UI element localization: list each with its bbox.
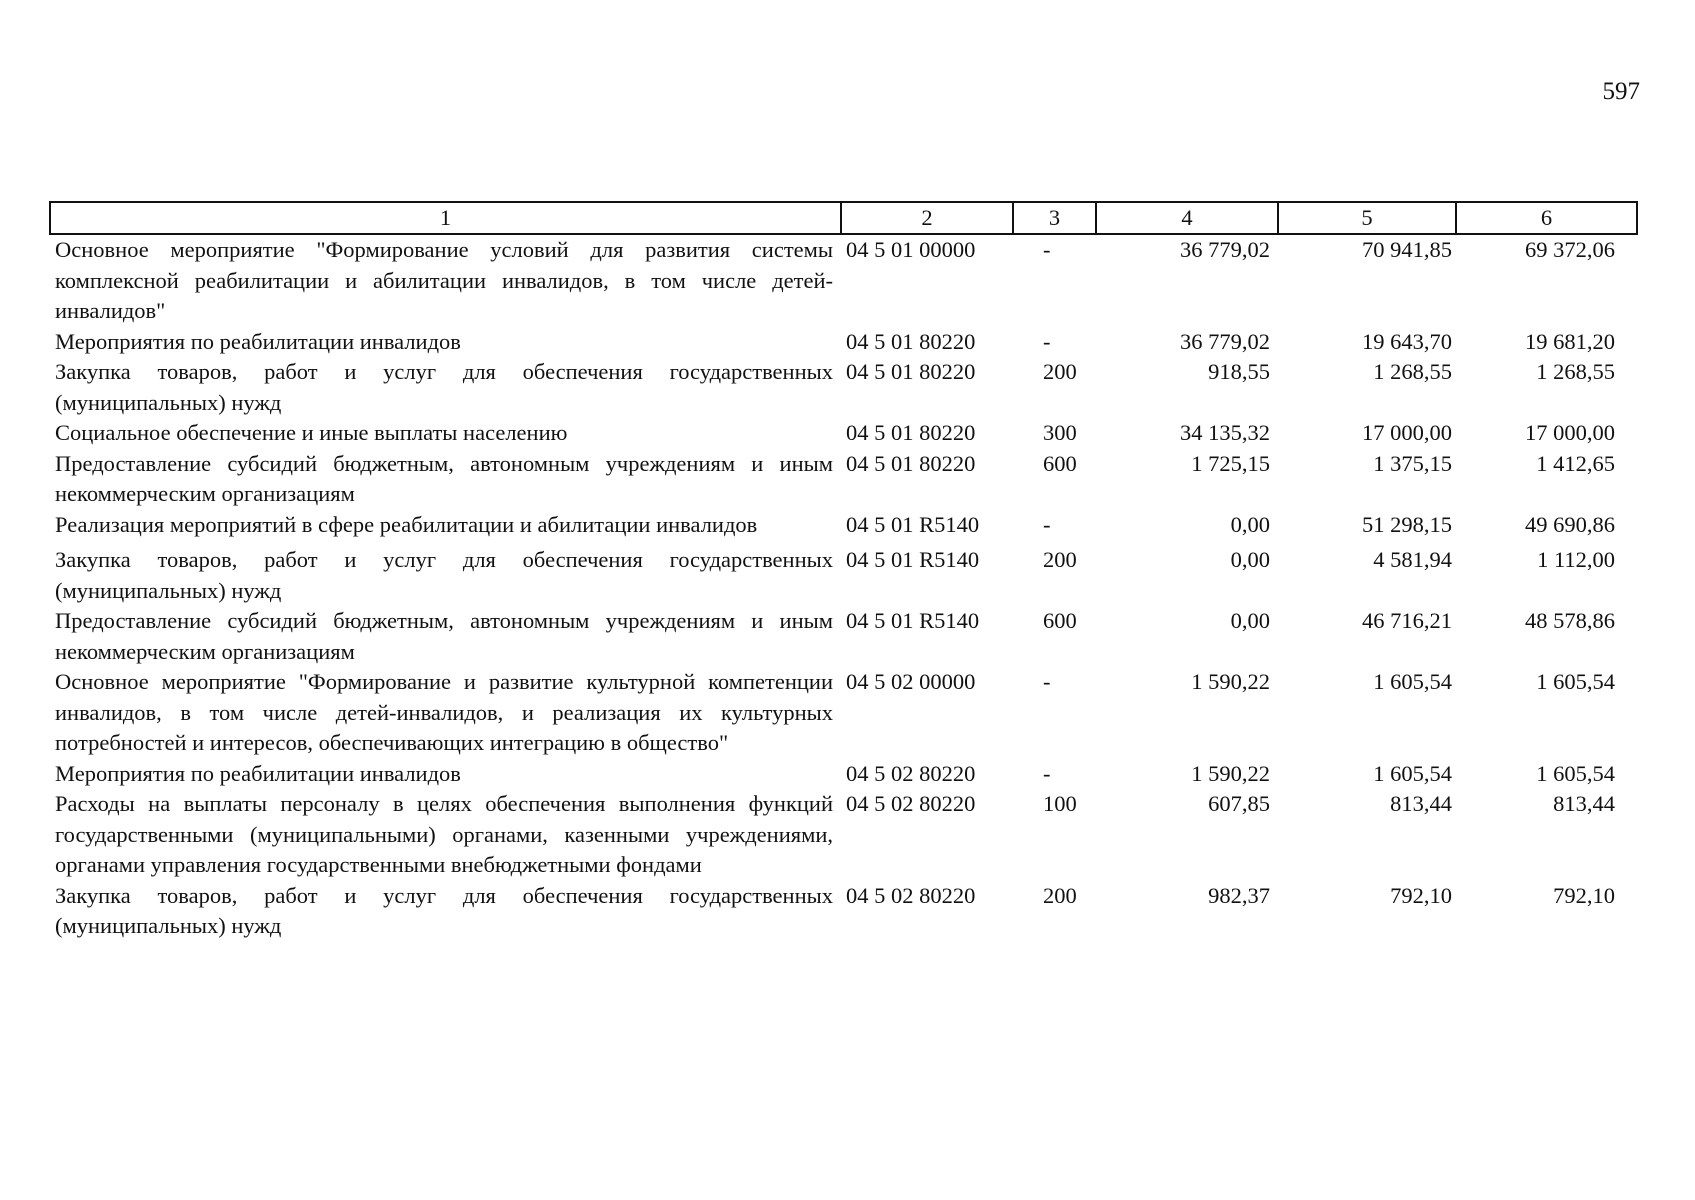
table-row (50, 449, 1637, 510)
row-value-6: 792,10 (1553, 882, 1615, 908)
page-number: 597 (1602, 78, 1640, 105)
table-row (50, 418, 1637, 449)
row-value-5: 4 581,94 (1373, 547, 1452, 572)
row-type: 200 (1043, 547, 1077, 572)
column-header-2: 2 (841, 202, 1013, 234)
row-value-5: 17 000,00 (1362, 420, 1452, 445)
row-value-4: 982,37 (1208, 882, 1270, 908)
row-code: 04 5 01 R5140 (846, 608, 980, 633)
table-row (50, 357, 1637, 418)
row-type: - (1043, 237, 1051, 262)
row-type: - (1043, 669, 1051, 694)
row-name: Предоставление субсидий бюджетным, автономным учреждениям и иным некоммерческим организациям (55, 450, 833, 506)
row-value-4: 1 590,22 (1191, 760, 1270, 786)
column-header-4: 4 (1096, 202, 1278, 234)
table-header-row (50, 202, 1637, 234)
row-code: 04 5 02 80220 (846, 760, 976, 786)
row-value-4: 36 779,02 (1180, 237, 1270, 262)
row-value-6: 1 605,54 (1536, 669, 1615, 694)
row-name: Закупка товаров, работ и услуг для обеспечения государственных (муниципальных) нужд (55, 359, 833, 415)
row-value-5: 51 298,15 (1362, 511, 1452, 537)
row-code: 04 5 01 80220 (846, 328, 976, 354)
row-value-4: 36 779,02 (1180, 328, 1270, 354)
row-value-5: 1 605,54 (1373, 760, 1452, 786)
table-row (50, 606, 1637, 667)
table-row (50, 789, 1637, 881)
row-value-4: 0,00 (1230, 547, 1270, 572)
row-name: Реализация мероприятий в сфере реабилитации и абилитации инвалидов (55, 511, 758, 537)
row-type: - (1043, 760, 1051, 786)
row-type: - (1043, 328, 1051, 354)
row-value-6: 1 112,00 (1537, 547, 1615, 572)
row-value-5: 46 716,21 (1362, 608, 1452, 633)
row-name: Социальное обеспечение и иные выплаты населению (55, 420, 568, 445)
row-code: 04 5 01 00000 (846, 237, 976, 262)
table-row (50, 540, 1637, 606)
row-value-4: 918,55 (1208, 359, 1270, 384)
row-type: 600 (1043, 450, 1077, 476)
column-header-5: 5 (1278, 202, 1456, 234)
table-row (50, 327, 1637, 358)
row-name: Закупка товаров, работ и услуг для обеспечения государственных (муниципальных) нужд (55, 547, 833, 603)
row-value-5: 70 941,85 (1362, 237, 1452, 262)
row-name: Закупка товаров, работ и услуг для обеспечения государственных (муниципальных) нужд (55, 882, 833, 938)
row-type: 600 (1043, 608, 1077, 633)
row-value-4: 34 135,32 (1180, 420, 1270, 445)
row-name: Мероприятия по реабилитации инвалидов (55, 328, 461, 354)
row-name: Мероприятия по реабилитации инвалидов (55, 760, 461, 786)
row-value-5: 1 605,54 (1373, 669, 1452, 694)
row-type: 200 (1043, 359, 1077, 384)
row-code: 04 5 01 R5140 (846, 547, 980, 572)
row-type: 100 (1043, 791, 1077, 816)
row-value-5: 813,44 (1390, 791, 1452, 816)
row-code: 04 5 02 00000 (846, 669, 976, 694)
row-name: Расходы на выплаты персоналу в целях обеспечения выполнения функций государственными (муниципальными) органами, казенными учреждениями, органами управления государственными внебюджетными фондами (55, 791, 833, 877)
row-value-6: 17 000,00 (1525, 420, 1615, 445)
row-value-4: 0,00 (1230, 511, 1270, 537)
row-code: 04 5 01 80220 (846, 420, 976, 445)
row-value-4: 1 725,15 (1191, 450, 1270, 476)
column-header-1: 1 (50, 202, 841, 234)
table-row (50, 234, 1637, 327)
table-row (50, 759, 1637, 790)
row-value-6: 48 578,86 (1525, 608, 1615, 633)
table-row (50, 881, 1637, 942)
row-value-5: 792,10 (1390, 882, 1452, 908)
column-header-6: 6 (1456, 202, 1637, 234)
row-code: 04 5 01 R5140 (846, 511, 980, 537)
row-code: 04 5 01 80220 (846, 450, 976, 476)
row-value-5: 1 375,15 (1373, 450, 1452, 476)
column-header-3: 3 (1013, 202, 1096, 234)
row-type: - (1043, 511, 1051, 537)
row-type: 300 (1043, 420, 1077, 445)
row-value-6: 813,44 (1553, 791, 1615, 816)
row-value-6: 69 372,06 (1525, 237, 1615, 262)
row-value-4: 0,00 (1230, 608, 1270, 633)
row-type: 200 (1043, 882, 1077, 908)
row-name: Основное мероприятие "Формирование и развитие культурной компетенции инвалидов, в том числе детей-инвалидов, и реализация их культурных потребностей и интересов, обеспечивающих интеграцию в общество" (55, 669, 833, 755)
row-value-4: 1 590,22 (1191, 669, 1270, 694)
table-row (50, 510, 1637, 541)
row-value-5: 19 643,70 (1362, 328, 1452, 354)
row-name: Основное мероприятие "Формирование условий для развития системы комплексной реабилитации и абилитации инвалидов, в том числе детей-инвалидов" (55, 237, 833, 323)
row-code: 04 5 02 80220 (846, 882, 976, 908)
row-value-6: 1 412,65 (1536, 450, 1615, 476)
row-value-6: 19 681,20 (1525, 328, 1615, 354)
row-value-5: 1 268,55 (1373, 359, 1452, 384)
budget-table (49, 201, 1638, 942)
table-row (50, 667, 1637, 759)
row-value-6: 1 268,55 (1536, 359, 1615, 384)
row-code: 04 5 02 80220 (846, 791, 976, 816)
row-value-6: 49 690,86 (1525, 511, 1615, 537)
row-value-4: 607,85 (1208, 791, 1270, 816)
row-name: Предоставление субсидий бюджетным, автономным учреждениям и иным некоммерческим организациям (55, 608, 833, 664)
row-code: 04 5 01 80220 (846, 359, 976, 384)
row-value-6: 1 605,54 (1536, 760, 1615, 786)
